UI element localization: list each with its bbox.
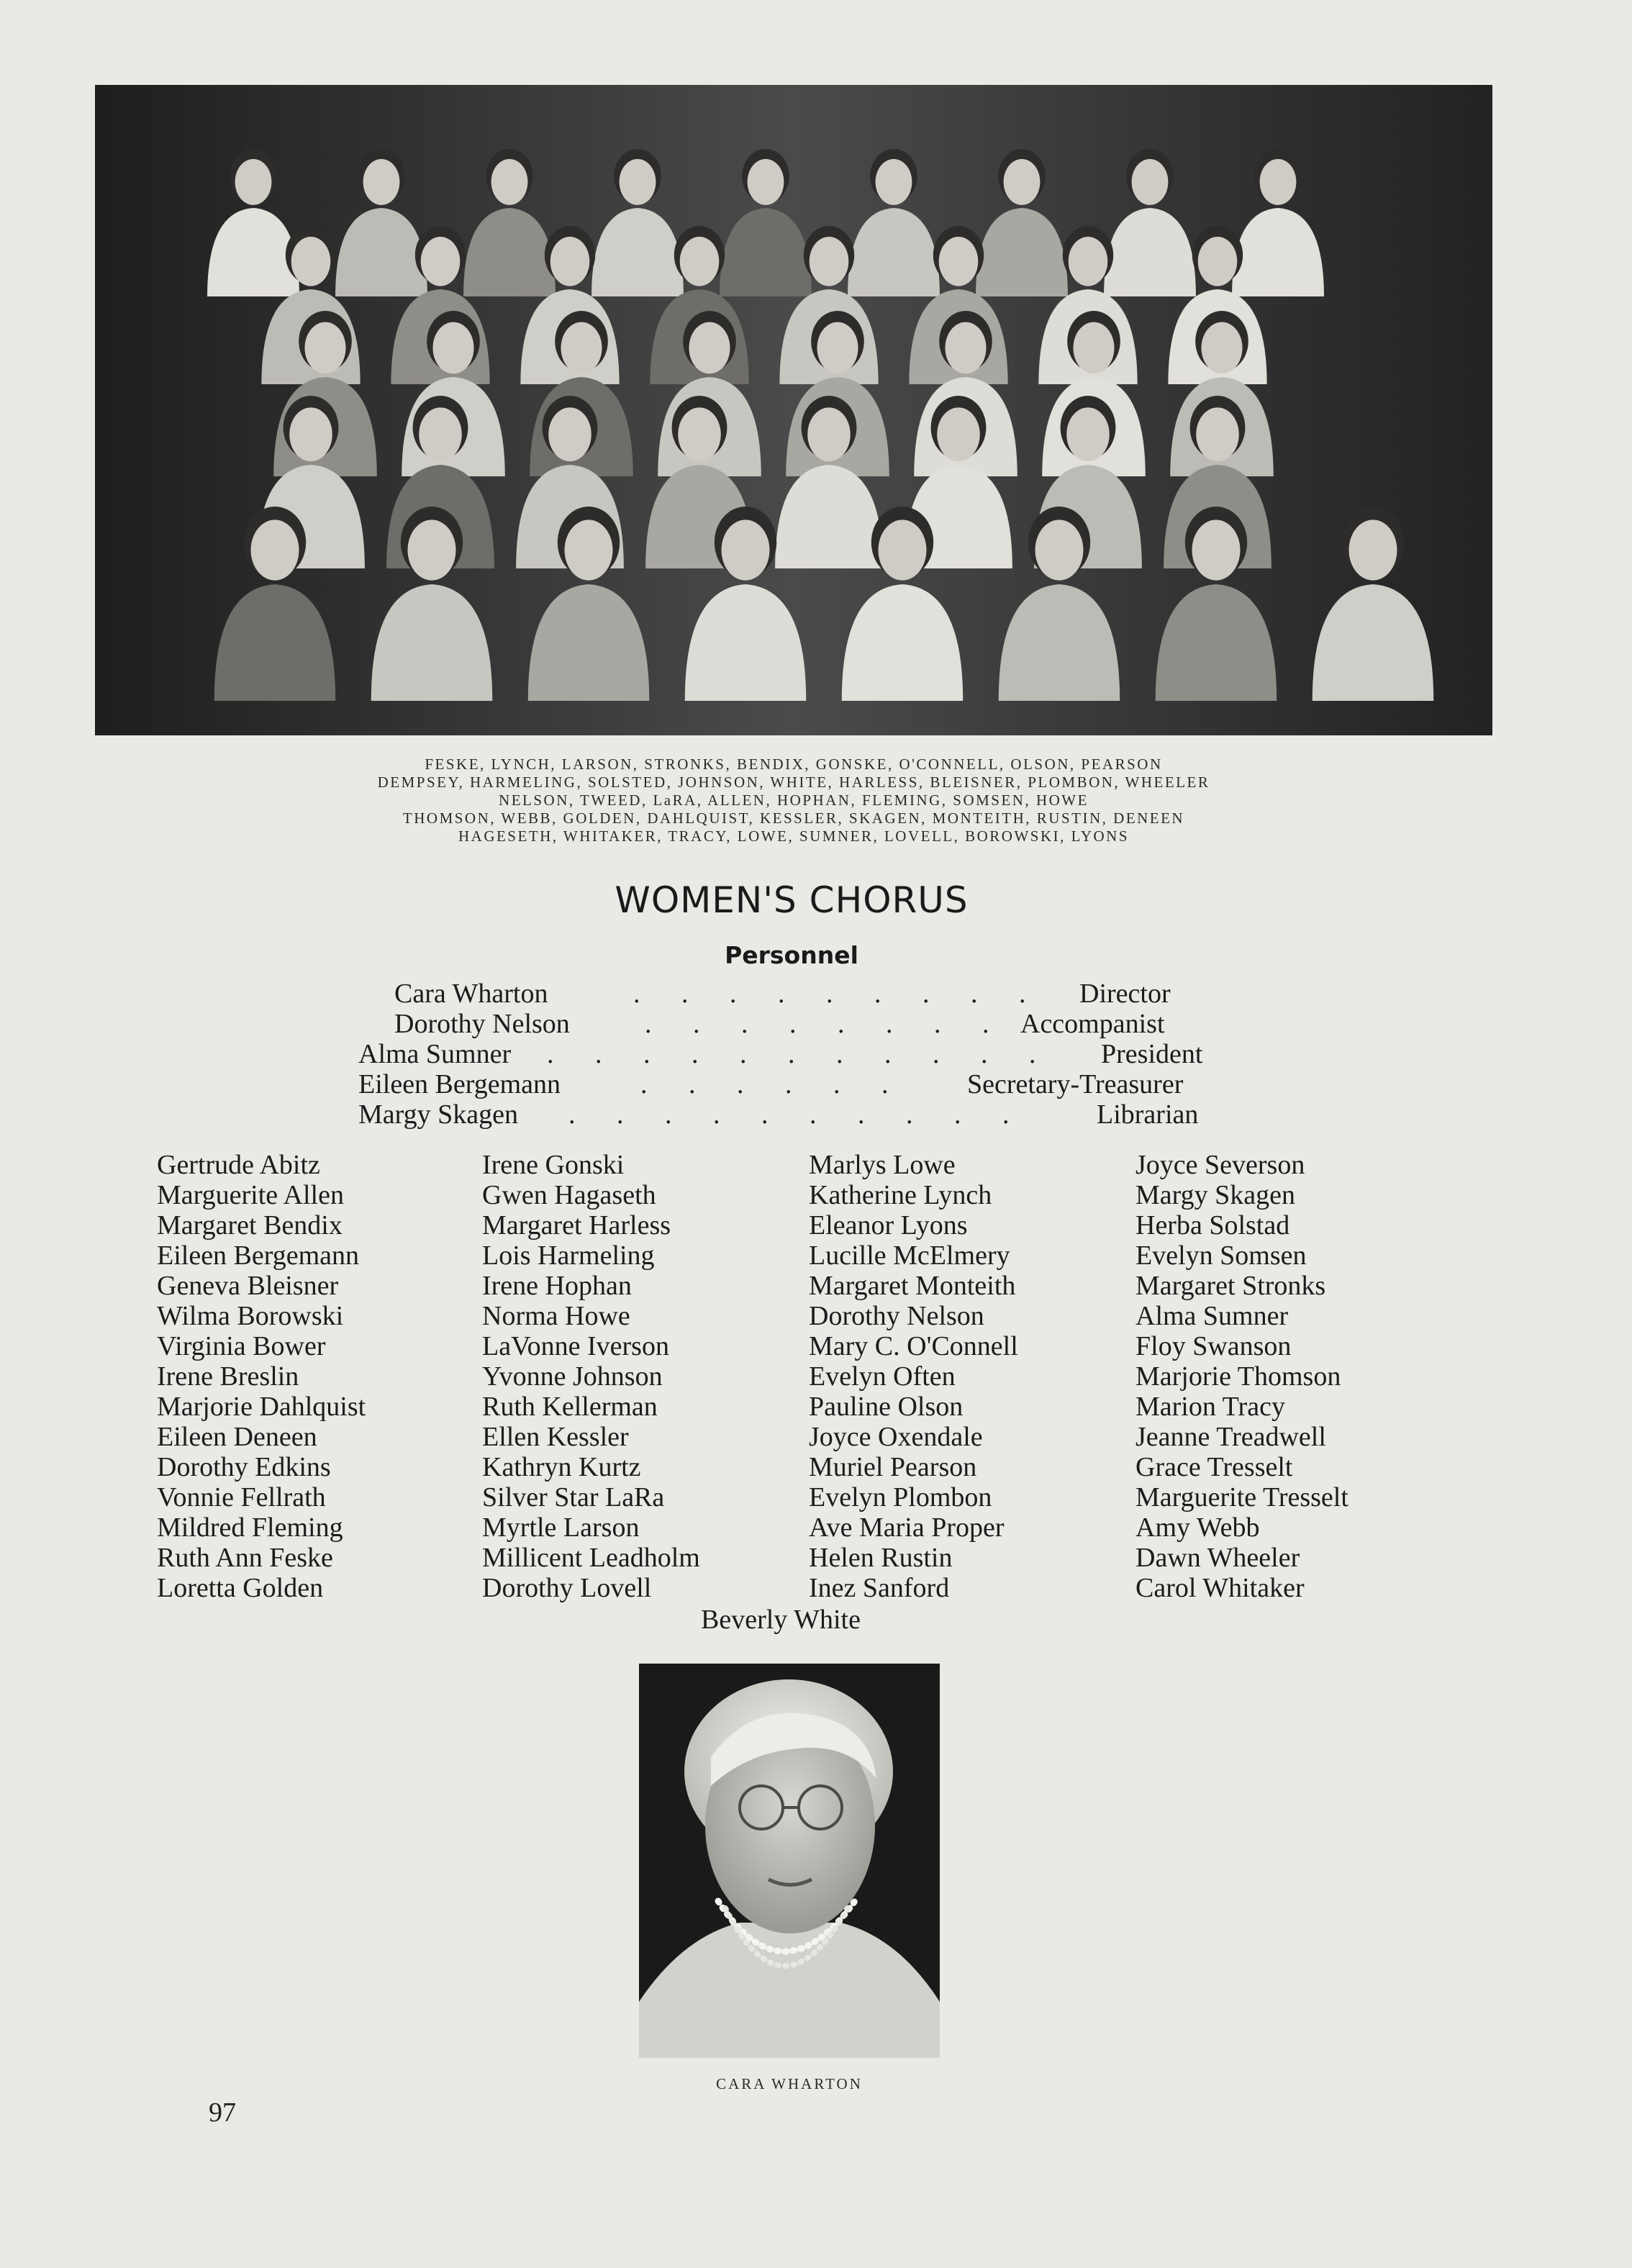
leader-dots: . . . . . . . . . . xyxy=(568,1099,1027,1130)
chorus-member-face xyxy=(1073,322,1114,374)
chorus-member-face xyxy=(421,237,461,286)
member-name: Jeanne Treadwell xyxy=(1135,1422,1326,1452)
member-name: Mildred Fleming xyxy=(157,1512,343,1543)
member-name: Ellen Kessler xyxy=(482,1422,629,1452)
chorus-member-face xyxy=(1201,322,1242,374)
member-name: Ruth Ann Feske xyxy=(157,1543,333,1573)
members-list xyxy=(0,1150,1632,1610)
chorus-member-face xyxy=(1196,407,1239,461)
member-name: Marguerite Allen xyxy=(157,1180,344,1210)
member-name: Kathryn Kurtz xyxy=(482,1452,641,1482)
officer-role: Director xyxy=(1079,979,1171,1009)
chorus-member-face xyxy=(620,159,656,205)
member-name: Lois Harmeling xyxy=(482,1240,655,1271)
officer-row xyxy=(358,1069,1222,1099)
member-name: Evelyn Somsen xyxy=(1135,1240,1307,1271)
member-name: Evelyn Often xyxy=(809,1361,956,1392)
leader-dots: . . . . . . . . . . . xyxy=(547,1039,1053,1069)
member-name: Millicent Leadholm xyxy=(482,1543,700,1573)
page-number: 97 xyxy=(209,2097,236,2128)
page-title: WOMEN'S CHORUS xyxy=(615,879,969,921)
chorus-member-face xyxy=(680,237,720,286)
chorus-member-face xyxy=(548,407,591,461)
member-name: Beverly White xyxy=(701,1605,861,1635)
chorus-member-face xyxy=(291,237,331,286)
members-column xyxy=(1135,1150,1445,1603)
chorus-member-face xyxy=(419,407,462,461)
officer-role: Accompanist xyxy=(1020,1009,1165,1039)
group-photo-image xyxy=(95,85,1492,735)
member-name: Margaret Monteith xyxy=(809,1271,1016,1301)
officer-role: Librarian xyxy=(1097,1099,1199,1130)
member-name: Alma Sumner xyxy=(1135,1301,1289,1331)
officer-name: Margy Skagen xyxy=(358,1099,518,1130)
chorus-member-face xyxy=(432,322,473,374)
officer-role: Secretary-Treasurer xyxy=(967,1069,1184,1099)
portrait-caption: CARA WHARTON xyxy=(716,2075,863,2092)
member-name: Gwen Hagaseth xyxy=(482,1180,656,1210)
member-name: Dorothy Edkins xyxy=(157,1452,331,1482)
member-name: Yvonne Johnson xyxy=(482,1361,663,1392)
officer-name: Eileen Bergemann xyxy=(358,1069,561,1099)
officer-row xyxy=(358,1039,1222,1069)
chorus-member-face xyxy=(810,237,849,286)
members-column xyxy=(482,1150,792,1603)
member-name: Dorothy Nelson xyxy=(809,1301,984,1331)
chorus-member-face xyxy=(722,520,770,580)
chorus-member-face xyxy=(1260,159,1297,205)
member-name: Mary C. O'Connell xyxy=(809,1331,1018,1361)
member-name: Floy Swanson xyxy=(1135,1331,1292,1361)
chorus-member-face xyxy=(1198,237,1238,286)
member-name: Joyce Oxendale xyxy=(809,1422,983,1452)
caption-line: DEMPSEY, HARMELING, SOLSTED, JOHNSON, WHITE, HARLESS, BLEISNER, PLOMBON, WHEELER xyxy=(377,774,1210,791)
member-name: Amy Webb xyxy=(1135,1512,1260,1543)
chorus-member-face xyxy=(561,322,602,374)
chorus-member-face xyxy=(1066,407,1110,461)
chorus-member-face xyxy=(1349,520,1397,580)
chorus-member-face xyxy=(689,322,730,374)
chorus-member-face xyxy=(937,407,980,461)
member-name: Margaret Bendix xyxy=(157,1210,343,1240)
member-name: Irene Hophan xyxy=(482,1271,632,1301)
leader-dots: . . . . . . . . xyxy=(645,1009,1007,1039)
member-name: Ruth Kellerman xyxy=(482,1392,658,1422)
member-name: Eileen Bergemann xyxy=(157,1240,360,1271)
members-column xyxy=(157,1150,466,1603)
member-name: Dawn Wheeler xyxy=(1135,1543,1300,1573)
chorus-member-face xyxy=(565,520,613,580)
member-name: Carol Whitaker xyxy=(1135,1573,1305,1603)
member-name: Marguerite Tresselt xyxy=(1135,1482,1348,1512)
chorus-member-face xyxy=(408,520,456,580)
leader-dots: . . . . . . xyxy=(640,1069,906,1099)
chorus-member-face xyxy=(304,322,345,374)
caption-line: NELSON, TWEED, LaRA, ALLEN, HOPHAN, FLEMING, SOMSEN, HOWE xyxy=(499,791,1089,809)
officer-row xyxy=(394,979,1190,1009)
caption-line: FESKE, LYNCH, LARSON, STRONKS, BENDIX, GONSKE, O'CONNELL, OLSON, PEARSON xyxy=(425,756,1163,773)
member-name: Irene Gonski xyxy=(482,1150,625,1180)
member-name: Margaret Stronks xyxy=(1135,1271,1326,1301)
chorus-member-face xyxy=(807,407,851,461)
member-name: Ave Maria Proper xyxy=(809,1512,1005,1543)
member-name: Marlys Lowe xyxy=(809,1150,956,1180)
chorus-member-face xyxy=(1192,520,1241,580)
member-name: Muriel Pearson xyxy=(809,1452,977,1482)
member-name: Vonnie Fellrath xyxy=(157,1482,326,1512)
officer-row xyxy=(394,1009,1190,1039)
chorus-member-face xyxy=(817,322,858,374)
member-name: Katherine Lynch xyxy=(809,1180,992,1210)
chorus-member-face xyxy=(1004,159,1041,205)
chorus-member-face xyxy=(550,237,590,286)
chorus-member-face xyxy=(289,407,332,461)
member-name: Lucille McElmery xyxy=(809,1240,1010,1271)
member-name: Geneva Bleisner xyxy=(157,1271,339,1301)
chorus-member-face xyxy=(1132,159,1169,205)
officer-name: Dorothy Nelson xyxy=(394,1009,570,1039)
member-name: Dorothy Lovell xyxy=(482,1573,652,1603)
group-photo-caption xyxy=(95,756,1492,845)
caption-line: THOMSON, WEBB, GOLDEN, DAHLQUIST, KESSLER, SKAGEN, MONTEITH, RUSTIN, DENEEN xyxy=(402,809,1185,827)
chorus-member-face xyxy=(363,159,400,205)
member-name: Marjorie Thomson xyxy=(1135,1361,1341,1392)
chorus-member-face xyxy=(235,159,272,205)
member-name: Wilma Borowski xyxy=(157,1301,344,1331)
member-name: Helen Rustin xyxy=(809,1543,953,1573)
chorus-member-face xyxy=(939,237,979,286)
caption-line: HAGESETH, WHITAKER, TRACY, LOWE, SUMNER, LOVELL, BOROWSKI, LYONS xyxy=(458,827,1130,845)
member-name: Loretta Golden xyxy=(157,1573,324,1603)
officer-name: Cara Wharton xyxy=(394,979,548,1009)
member-name: Margaret Harless xyxy=(482,1210,671,1240)
member-name: Margy Skagen xyxy=(1135,1180,1295,1210)
portrait-image xyxy=(639,1664,940,2058)
section-subtitle: Personnel xyxy=(725,941,858,969)
chorus-member-face xyxy=(876,159,912,205)
member-name: Grace Tresselt xyxy=(1135,1452,1293,1482)
member-name: Myrtle Larson xyxy=(482,1512,640,1543)
chorus-member-face xyxy=(678,407,721,461)
member-name: Evelyn Plombon xyxy=(809,1482,992,1512)
member-name: LaVonne Iverson xyxy=(482,1331,669,1361)
members-column xyxy=(809,1150,1118,1603)
member-name: Inez Sanford xyxy=(809,1573,950,1603)
officer-role: President xyxy=(1101,1039,1203,1069)
officer-name: Alma Sumner xyxy=(358,1039,512,1069)
chorus-member-face xyxy=(251,520,299,580)
member-name: Virginia Bower xyxy=(157,1331,326,1361)
member-name: Joyce Severson xyxy=(1135,1150,1305,1180)
director-portrait xyxy=(639,1664,940,2058)
member-name: Eleanor Lyons xyxy=(809,1210,968,1240)
leader-dots: . . . . . . . . . xyxy=(633,979,1043,1009)
member-name: Herba Solstad xyxy=(1135,1210,1290,1240)
member-name: Norma Howe xyxy=(482,1301,630,1331)
chorus-member-face xyxy=(945,322,986,374)
officer-row xyxy=(358,1099,1222,1130)
member-name: Gertrude Abitz xyxy=(157,1150,320,1180)
chorus-member-face xyxy=(879,520,927,580)
member-name: Silver Star LaRa xyxy=(482,1482,665,1512)
group-photo xyxy=(95,85,1492,735)
chorus-member-face xyxy=(491,159,528,205)
member-name: Irene Breslin xyxy=(157,1361,299,1392)
member-name: Marjorie Dahlquist xyxy=(157,1392,366,1422)
member-name: Marion Tracy xyxy=(1135,1392,1285,1422)
member-name: Pauline Olson xyxy=(809,1392,964,1422)
member-name: Eileen Deneen xyxy=(157,1422,317,1452)
chorus-member-face xyxy=(748,159,784,205)
chorus-member-face xyxy=(1035,520,1084,580)
chorus-member-face xyxy=(1069,237,1108,286)
